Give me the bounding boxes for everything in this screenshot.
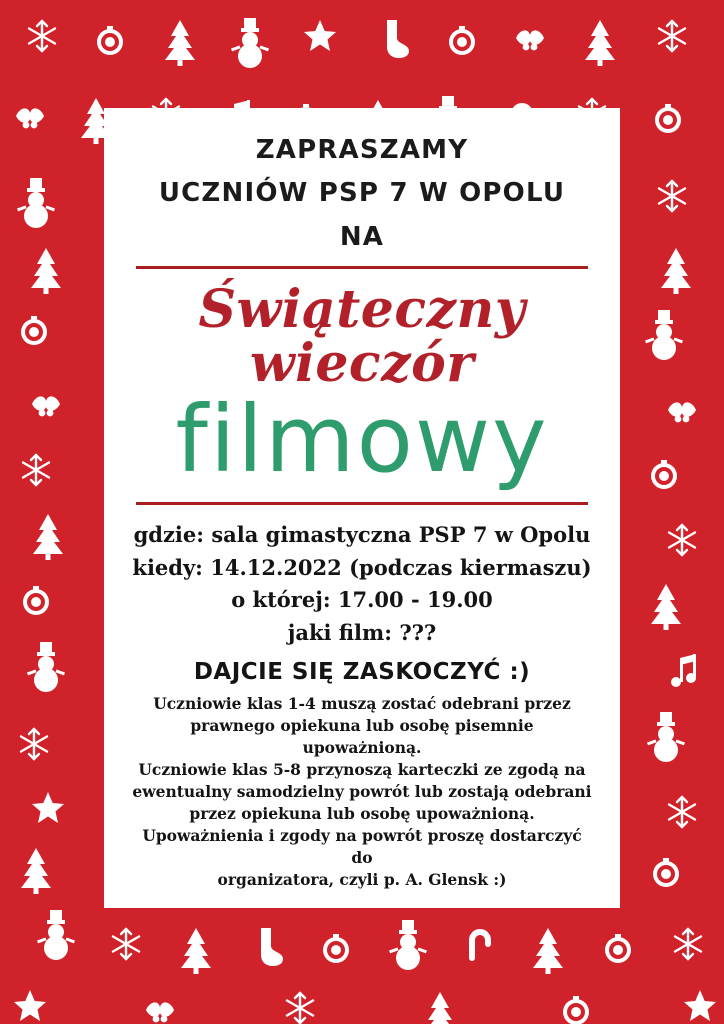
call-to-action: DAJCIE SIĘ ZASKOCZYĆ :): [193, 659, 531, 686]
fineprint-line-5: przez opiekuna lub osobę upoważnioną.: [189, 804, 535, 824]
detail-date: kiedy: 14.12.2022 (podczas kiermaszu): [132, 554, 592, 580]
event-details: [130, 519, 594, 649]
heading-line-2: UCZNIÓW PSP 7 W OPOLU: [158, 178, 566, 209]
fineprint-notes: [130, 693, 594, 891]
poster-card: [104, 108, 620, 908]
fineprint-line-2: prawnego opiekuna lub osobę pisemnie upoważnioną.: [190, 716, 534, 758]
fineprint-line-4: ewentualny samodzielny powrót lub zostają odebrani: [132, 782, 592, 802]
detail-location: gdzie: sala gimastyczna PSP 7 w Opolu: [133, 521, 591, 547]
detail-time: o której: 17.00 - 19.00: [231, 587, 493, 613]
heading-line-3: NA: [339, 221, 385, 252]
heading-line-1: ZAPRASZAMY: [255, 135, 469, 165]
fineprint-line-3: Uczniowie klas 5-8 przynoszą karteczki ze zgodą na: [138, 760, 586, 780]
fineprint-line-7: organizatora, czyli p. A. Glensk :): [217, 870, 507, 890]
title-line-green: filmowy: [175, 385, 549, 493]
divider-top: [136, 266, 588, 269]
detail-film: jaki film: ???: [287, 619, 437, 645]
fineprint-line-1: Uczniowie klas 1-4 muszą zostać odebrani przez: [153, 694, 571, 714]
fineprint-line-6: Upoważnienia i zgody na powrót proszę dostarczyć do: [142, 826, 582, 868]
divider-bottom: [136, 502, 588, 505]
title-line-red: Świąteczny wieczór: [198, 278, 526, 395]
